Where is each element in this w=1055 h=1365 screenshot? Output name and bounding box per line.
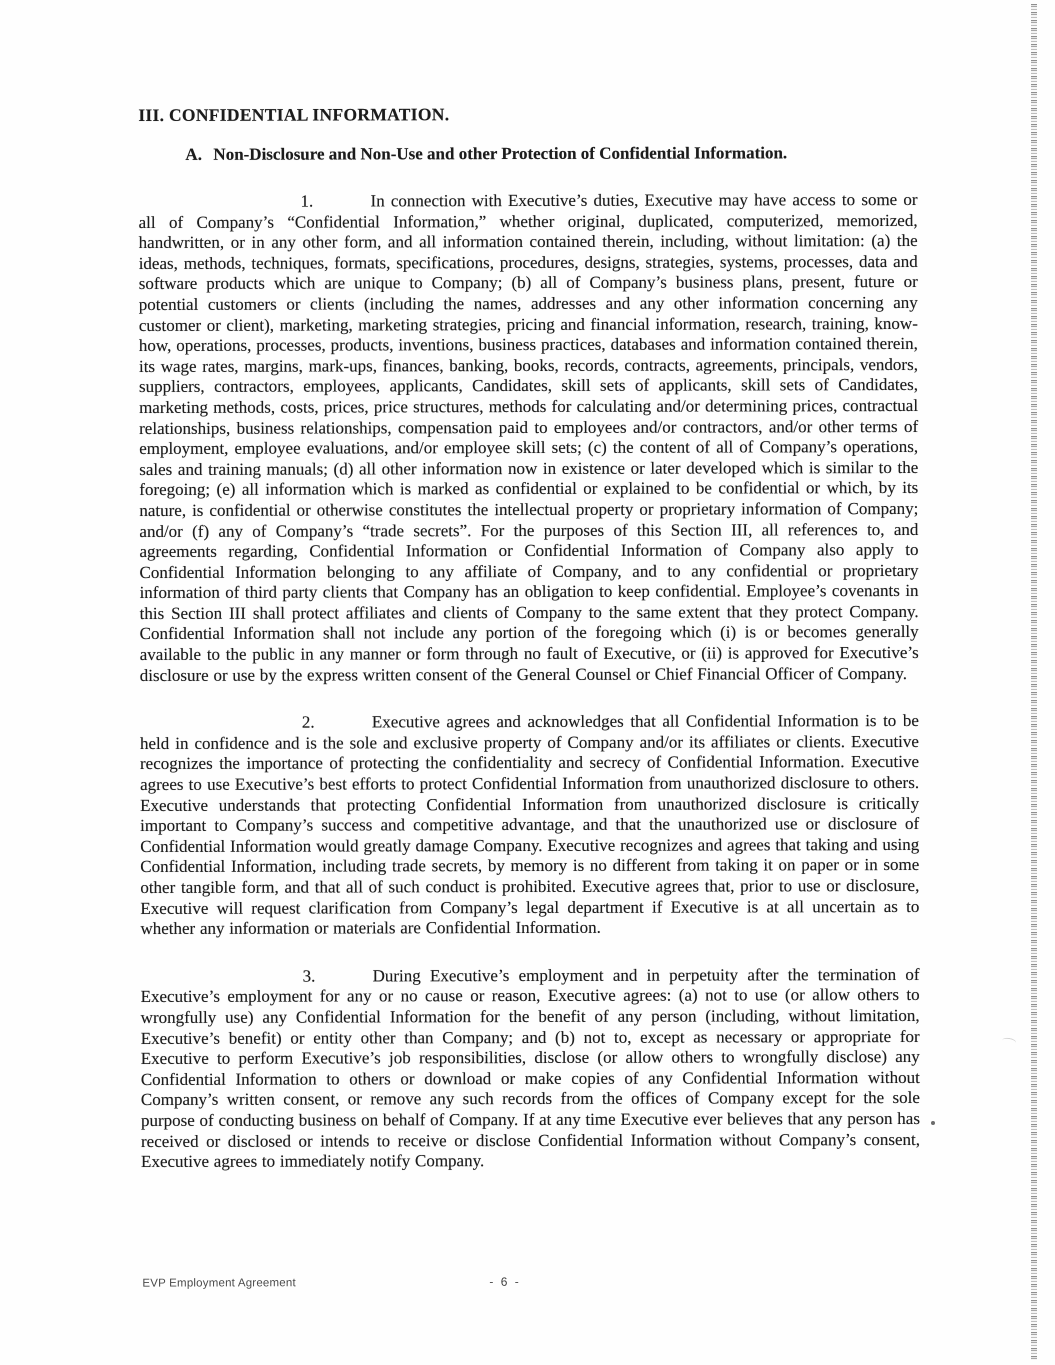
paragraph-3-text: During Executive’s employment and in perpetuity after the termination of Executive’s employment for any or no cause or reason, Executive agrees: (a) not to use (or allow others to wrongfully use) any Confidential Information for the benefit of any person (including, without limitation, Executive’s benefit) or entity other than Company; and (b) not to, except as necessary or appropriate for Executive to perform Executive’s job responsibilities, disclose (or allow others to wrongfully disclose) any Confidential Information to others or download or make copies of any Confidential Information without Company’s written consent, or remove any such records from the offices of Company except for the sole purpose of conducting business on behalf of Company. If at any time Executive ever believes that any person has received or disclosed or intends to receive or disclose Confidential Information without Company’s consent, Executive agrees to immediately notify Company.	[140, 964, 921, 1172]
scan-speck	[931, 1121, 935, 1125]
paragraph-1	[139, 190, 919, 686]
scan-smudge	[1001, 1037, 1016, 1046]
paragraph-3	[141, 965, 921, 1173]
paragraph-1-text: In connection with Executive’s duties, Executive may have access to some or all of Company’s “Confidential Information,” whether original, duplicated, computerized, memorized, handwritten, or in any other form, and all information contained therein, including, without limitation: (a) the ideas, methods, techniques, formats, specifications, procedures, designs, strategies, systems, processes, data and software products which are unique to Company; (b) all of Company’s business plans, present, future or potential customers or clients (including the names, addresses and any other information concerning any customer or client), marketing, marketing strategies, pricing and financial information, research, training, know-how, operations, processes, products, inventions, business practices, databases and information contained therein, its wage rates, margins, mark-ups, finances, banking, books, records, contracts, agreements, principals, vendors, suppliers, contractors, employees, applicants, Candidates, skill sets of applicants, skill sets of Candidates, marketing methods, costs, prices, price structures, methods for calculating and/or determining prices, contractual relationships, business relationships, compensation paid to employees and/or contractors, and/or other terms of employment, employee evaluations, and/or employee skill sets; (c) the content of all of Company’s operations, sales and training manuals; (d) all other information now in existence or later developed which is similar to the foregoing; (e) all information which is marked as confidential or explained to be confidential or which, by its nature, is confidential or otherwise constitutes the intellectual property or proprietary information of Company; and/or (f) any of Company’s “trade secrets”. For the purposes of this Section III, all references to, and agreements regarding, Confidential Information or Confidential Information of Company also apply to Confidential Information belonging to any affiliate of Company, and to any confidential or proprietary information of third party clients that Company has an obligation to keep confidential. Employee’s covenants in this Section III shall protect affiliates and clients of Company to the same extent that they protect Company. Confidential Information shall not include any portion of the foregoing which (i) is or becomes generally available to the public in any manner or form through no fault of Executive, or (ii) is approved for Executive’s disclosure or use by the express written consent of the General Counsel or Chief Financial Officer of Company.	[138, 189, 919, 685]
scan-edge-artifact	[1031, 4, 1037, 1360]
footer-document-title: EVP Employment Agreement	[142, 1277, 296, 1290]
subsection-title: Non-Disclosure and Non-Use and other Protection of Confidential Information.	[213, 143, 788, 164]
paragraph-2-text: Executive agrees and acknowledges that all Confidential Information is to be held in confidence and is the sole and exclusive property of Company and/or its affiliates or clients. Executive recognizes the importance of protecting the confidentiality and secrecy of Confidential Information. Executive agrees to use Executive’s best efforts to protect Confidential Information from unauthorized disclosure to others. Executive understands that protecting Confidential Information from unauthorized disclosure is critically important to Company’s success and competitive advantage, and that the unauthorized use or disclosure of Confidential Information would greatly damage Company. Executive recognizes and agrees that taking and using Confidential Information, including trade secrets, by memory is no different from taking it on paper or in some other tangible form, and that all of such conduct is prohibited. Executive agrees that, prior to use or disclosure, Executive will request clarification from Company’s legal department if Executive is at all uncertain as to whether any information or materials are Confidential Information.	[139, 711, 920, 939]
footer-page-number: - 6 -	[489, 1274, 521, 1289]
paragraph-2-number: 2.	[301, 712, 315, 732]
paragraph-3-number: 3.	[302, 966, 316, 986]
paragraph-2	[140, 711, 920, 940]
subsection-label: A.	[185, 144, 202, 164]
document-body	[138, 0, 920, 1173]
subsection-heading	[138, 143, 917, 165]
section-heading: III. CONFIDENTIAL INFORMATION.	[138, 104, 450, 125]
paragraph-1-number: 1.	[300, 191, 314, 211]
